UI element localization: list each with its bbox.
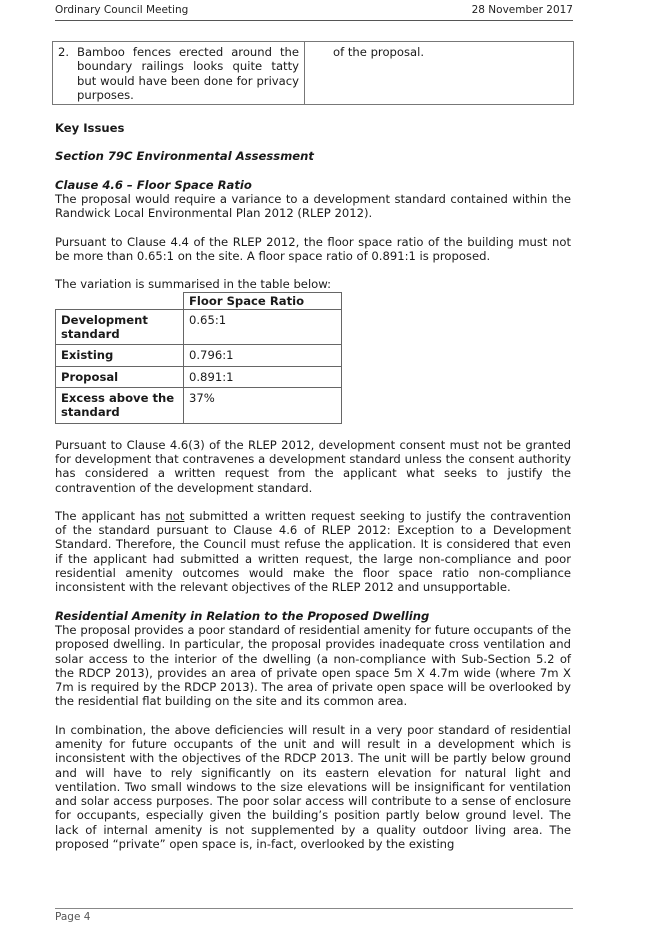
row-label: Proposal <box>56 366 184 387</box>
paragraph: Pursuant to Clause 4.4 of the RLEP 2012, the floor space ratio of the building must not be more than 0.65:1 on the site. A floor space ratio of 0.891:1 is proposed. <box>55 234 571 263</box>
column-header: Floor Space Ratio <box>184 292 342 309</box>
table-row <box>56 345 342 366</box>
key-issues-heading: Key Issues <box>55 121 125 136</box>
paragraph-text: The applicant has <box>55 508 166 523</box>
paragraph: The proposal provides a poor standard of residential amenity for future occupants of the proposed dwelling. In particular, the proposal provides inadequate cross ventilation and solar access to the interior of the dwelling (a non-compliance with Sub-Section 5.2 of the RDCP 2013), provides an area of private open space 5m X 4.7m wide (where 7m X 7m is required by the RDCP 2013). The area of private open space will be overlooked by the residential flat building on the site and its common area. <box>55 622 571 709</box>
header-meeting-title: Ordinary Council Meeting <box>55 4 189 16</box>
table-row <box>53 42 574 105</box>
row-value: 0.891:1 <box>184 366 342 387</box>
table-header-row <box>56 292 342 309</box>
amenity-heading: Residential Amenity in Relation to the Proposed Dwelling <box>55 608 430 623</box>
paragraph-text: submitted a written request seeking to justify the contravention of the standard pursuant to Clause 4.6 of RLEP 2012: Exception to a Development Standard. Therefore, the Council must refuse the application. It is considered that even if the applicant had submitted a written request, the large non-compliance and poor residential amenity outcomes would make the floor space ratio non-compliance inconsistent with the relevant objectives of the RLEP 2012 and unsupportable. <box>55 508 571 595</box>
row-value: 0.796:1 <box>184 345 342 366</box>
objection-response: of the proposal. <box>305 42 574 105</box>
header-date: 28 November 2017 <box>471 4 573 16</box>
objection-number: 2. <box>53 42 73 105</box>
table-intro: The variation is summarised in the table below: <box>55 277 332 292</box>
row-label: Development standard <box>56 309 184 345</box>
objection-text: Bamboo fences erected around the boundary railings looks quite tatty but would have been done for privacy purposes. <box>72 42 305 105</box>
row-label: Excess above the standard <box>56 388 184 424</box>
paragraph: The proposal would require a variance to a development standard contained within the Randwick Local Environmental Plan 2012 (RLEP 2012). <box>55 192 571 221</box>
paragraph: Pursuant to Clause 4.6(3) of the RLEP 2012, development consent must not be granted for development that contravenes a development standard unless the consent authority has considered a written request from the applicant what seeks to justify the contravention of the development standard. <box>55 437 571 495</box>
table-row <box>56 388 342 424</box>
header-rule <box>55 20 573 21</box>
section-heading: Section 79C Environmental Assessment <box>55 149 314 164</box>
clause-heading: Clause 4.6 – Floor Space Ratio <box>55 177 252 192</box>
objections-table <box>52 41 574 105</box>
row-value: 0.65:1 <box>184 309 342 345</box>
table-row <box>56 366 342 387</box>
footer-rule <box>55 908 573 909</box>
paragraph <box>55 509 571 595</box>
paragraph: In combination, the above deficiencies will result in a very poor standard of residential amenity for future occupants of the unit and will result in a development which is inconsistent with the objectives of the RDCP 2013. The unit will be partly below ground and will have to rely significantly on its eastern elevation for natural light and ventilation. Two small windows to the size elevations will be insignificant for ventilation and solar access purposes. The poor solar access will contribute to a sense of enclosure for occupants, especially given the building’s position partly below ground level. The lack of internal amenity is not supplemented by a quality outdoor living area. The proposed “private” open space is, in-fact, overlooked by the existing <box>55 722 571 852</box>
document-body <box>55 41 571 851</box>
row-value: 37% <box>184 388 342 424</box>
row-label: Existing <box>56 345 184 366</box>
table-row <box>56 309 342 345</box>
fsr-table <box>55 292 342 424</box>
page-number: Page 4 <box>55 911 91 923</box>
underlined-word: not <box>165 508 185 523</box>
